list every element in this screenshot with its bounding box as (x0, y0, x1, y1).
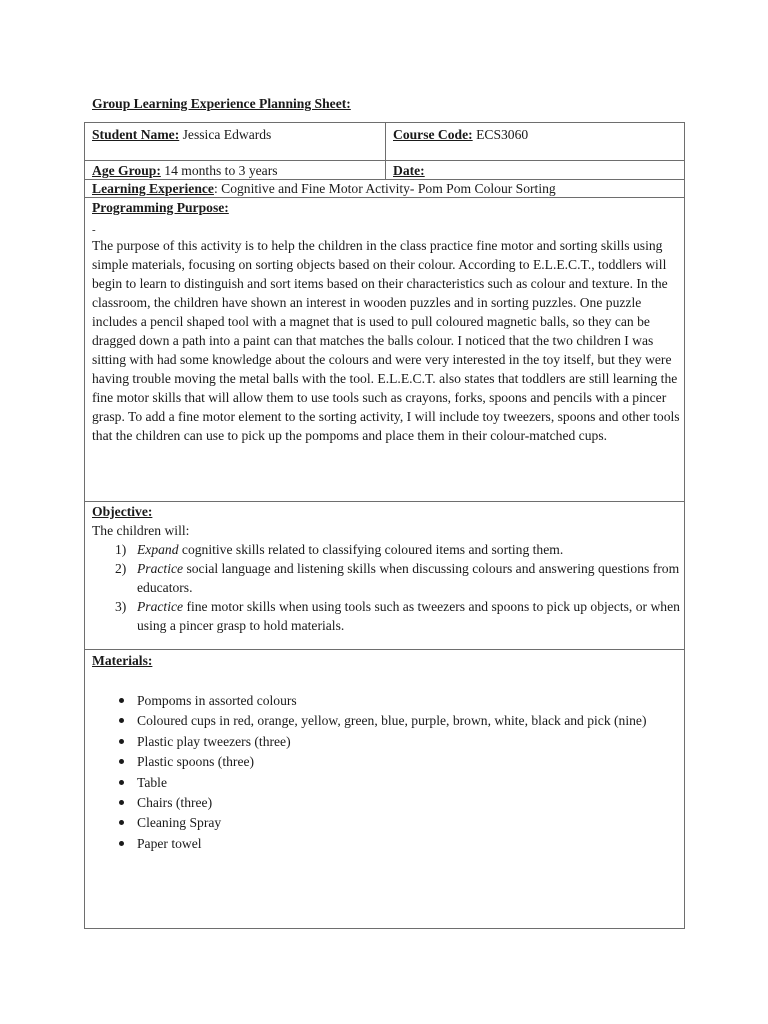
objective-item-text: social language and listening skills when discussing colours and answering questions from educators. (137, 561, 680, 595)
objective-item-text: fine motor skills when using tools such as tweezers and spoons to pick up objects, or when using a pincer grasp to hold materials. (137, 599, 680, 633)
student-name-value: Jessica Edwards (182, 127, 272, 142)
materials-item-text: Plastic play tweezers (three) (137, 733, 291, 749)
materials-item-text: Coloured cups in red, orange, yellow, green, blue, purple, brown, white, black and pick (nine) (137, 713, 647, 729)
learning-experience-value: : Cognitive and Fine Motor Activity- Pom Pom Colour Sorting (213, 181, 556, 196)
objective-item (92, 540, 684, 559)
objective-intro: The children will: (92, 523, 190, 538)
objective-item (92, 559, 684, 597)
date-cell (386, 161, 684, 179)
objective-item-verb: Expand (137, 542, 179, 557)
objective-item-number: 2) (115, 561, 127, 576)
row-programming-purpose (85, 198, 684, 502)
date-label: Date: (393, 163, 425, 178)
programming-purpose-dash: - (92, 224, 96, 236)
materials-item-text: Plastic spoons (three) (137, 754, 255, 770)
materials-item-text: Table (137, 774, 167, 790)
sheet-title: Group Learning Experience Planning Sheet: (92, 96, 351, 111)
age-group-cell (85, 161, 386, 179)
age-group-value: 14 months to 3 years (164, 163, 278, 178)
materials-item (92, 732, 684, 751)
materials-item-text: Cleaning Spray (137, 815, 222, 831)
objective-label: Objective: (92, 504, 153, 519)
row-materials (85, 650, 684, 928)
row-student-course (85, 123, 684, 161)
course-code-label: Course Code: (393, 127, 473, 142)
materials-list (92, 691, 684, 853)
programming-purpose-body (92, 225, 684, 445)
student-name-label: Student Name: (92, 127, 180, 142)
age-group-label: Age Group: (92, 163, 161, 178)
bullet-icon (119, 698, 124, 703)
objective-item-verb: Practice (137, 561, 184, 576)
bullet-icon (119, 780, 124, 785)
row-learning-experience (85, 180, 684, 198)
materials-item-text: Paper towel (137, 835, 202, 851)
bullet-icon (119, 820, 124, 825)
objective-item-number: 3) (115, 599, 127, 614)
bullet-icon (119, 841, 124, 846)
materials-item (92, 834, 684, 853)
programming-purpose-label: Programming Purpose: (92, 200, 229, 215)
bullet-icon (119, 718, 124, 723)
row-objective (85, 502, 684, 650)
row-age-date (85, 161, 684, 180)
objective-item (92, 597, 684, 635)
materials-label: Materials: (92, 653, 153, 668)
materials-item (92, 691, 684, 710)
materials-item-text: Chairs (three) (137, 794, 213, 810)
objective-item-verb: Practice (137, 599, 184, 614)
bullet-icon (119, 800, 124, 805)
materials-item (92, 813, 684, 832)
objective-item-text: cognitive skills related to classifying coloured items and sorting them. (178, 542, 564, 557)
course-code-value: ECS3060 (476, 127, 529, 142)
materials-item-text: Pompoms in assorted colours (137, 693, 297, 708)
course-code-cell (386, 123, 684, 160)
materials-item (92, 793, 684, 812)
objective-item-number: 1) (115, 542, 127, 557)
planning-form (84, 122, 685, 929)
objective-list (92, 540, 684, 635)
materials-item (92, 752, 684, 771)
bullet-icon (119, 759, 124, 764)
programming-purpose-text: The purpose of this activity is to help the children in the class practice fine motor and sorting skills using simple materials, focusing on sorting objects based on their colour. According to E.L.E.C.T., toddlers will begin to learn to distinguish and sort items based on their characteristics such as colour and texture. In the classroom, the children have shown an interest in wooden puzzles and in sorting puzzles. One puzzle includes a pencil shaped tool with a magnet that is used to pull coloured magnetic balls, so they can be dragged down a path into a paint can that matches the balls colour. I noticed that the two children I was sitting with had some knowledge about the colours and were very interested in the toy itself, but they were having trouble moving the metal balls with the tool. E.L.E.C.T. also states that toddlers are still learning the fine motor skills that will allow them to use tools such as crayons, forks, spoons and pencils with a pincer grasp. To add a fine motor element to the sorting activity, I will include toy tweezers, spoons and other tools that the children can use to pick up the pompoms and place them in their colour-matched cups. (92, 238, 680, 443)
materials-item (92, 773, 684, 792)
materials-item (92, 711, 684, 730)
bullet-icon (119, 739, 124, 744)
student-name-cell (85, 123, 386, 160)
learning-experience-label: Learning Experience (92, 181, 214, 196)
